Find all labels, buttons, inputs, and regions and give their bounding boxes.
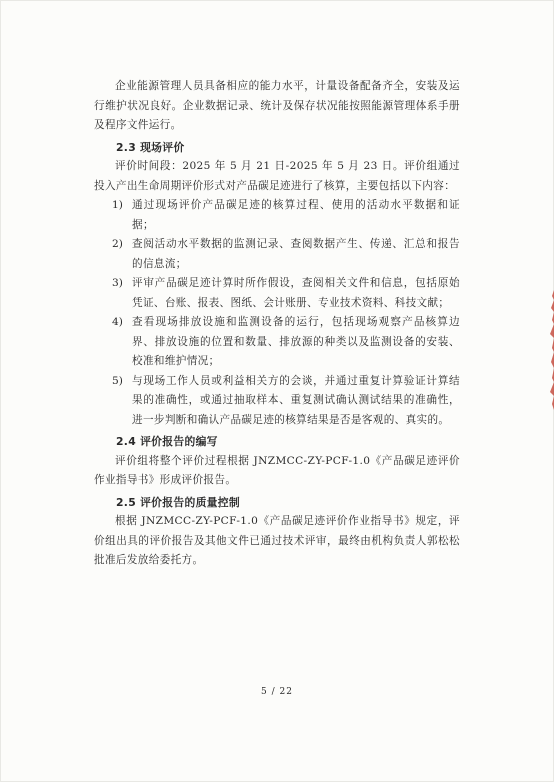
section-2-4-text: 评价组将整个评价过程根据 JNZMCC-ZY-PCF-1.0《产品碳足迹评价作业指导书》形成评价报告。 [94, 454, 460, 486]
list-item-text: 与现场工作人员或利益相关方的会谈，并通过重复计算验证计算结果的准确性，或通过抽取样本、重复测试确认测试结果的准确性，进一步判断和确认产品碳足迹的核算结果是否是客观的、真实的。 [132, 374, 460, 426]
paragraph-energy-management: 企业能源管理人员具备相应的能力水平，计量设备配备齐全，安装及运行维护状况良好。企业数据记录、统计及保存状况能按照能源管理体系手册及程序文件运行。 [94, 80, 460, 131]
list-item [94, 235, 460, 274]
list-item-number: 4) [112, 316, 123, 328]
seal-stamp-edge [547, 290, 554, 410]
section-2-5-text: 根据 JNZMCC-ZY-PCF-1.0《产品碳足迹评价作业指导书》规定，评价组出具的评价报告及其他文件已通过技术评审，最终由机构负责人郭松松批准后发放给委托方。 [94, 515, 460, 566]
list-item-number: 5) [112, 374, 123, 387]
list-item-number: 2) [112, 238, 123, 250]
section-heading-2-5: 2.5 评价报告的质量控制 [116, 495, 240, 509]
list-item [94, 196, 460, 235]
list-item [94, 274, 460, 313]
list-item-number: 1) [112, 199, 123, 211]
section-2-3-intro: 评价时间段：2025 年 5 月 21 日-2025 年 5 月 23 日。评价组通过投入产出生命周期评价形式对产品碳足迹进行了核算，主要包括以下内容： [94, 160, 460, 192]
page-number: 5 / 22 [261, 687, 293, 697]
list-item-text: 查阅活动水平数据的监测记录、查阅数据产生、传递、汇总和报告的信息流； [132, 238, 460, 270]
page-content [94, 77, 460, 571]
list-item [94, 372, 460, 431]
section-heading-2-3: 2.3 现场评价 [116, 140, 185, 154]
list-item-text: 查看现场排放设施和监测设备的运行，包括现场观察产品核算边界、排放设施的位置和数量、排放源的种类以及监测设备的安装、校准和维护情况； [132, 316, 460, 367]
list-item-number: 3) [112, 277, 123, 289]
section-heading-2-4: 2.4 评价报告的编写 [116, 435, 218, 448]
list-item-text: 通过现场评价产品碳足迹的核算过程、使用的活动水平数据和证据； [132, 199, 460, 231]
list-item-text: 评审产品碳足迹计算时所作假设，查阅相关文件和信息，包括原始凭证、台账、报表、图纸、会计账册、专业技术资料、科技文献； [132, 277, 460, 309]
list-item [94, 313, 460, 372]
evaluation-items-list [94, 196, 460, 430]
